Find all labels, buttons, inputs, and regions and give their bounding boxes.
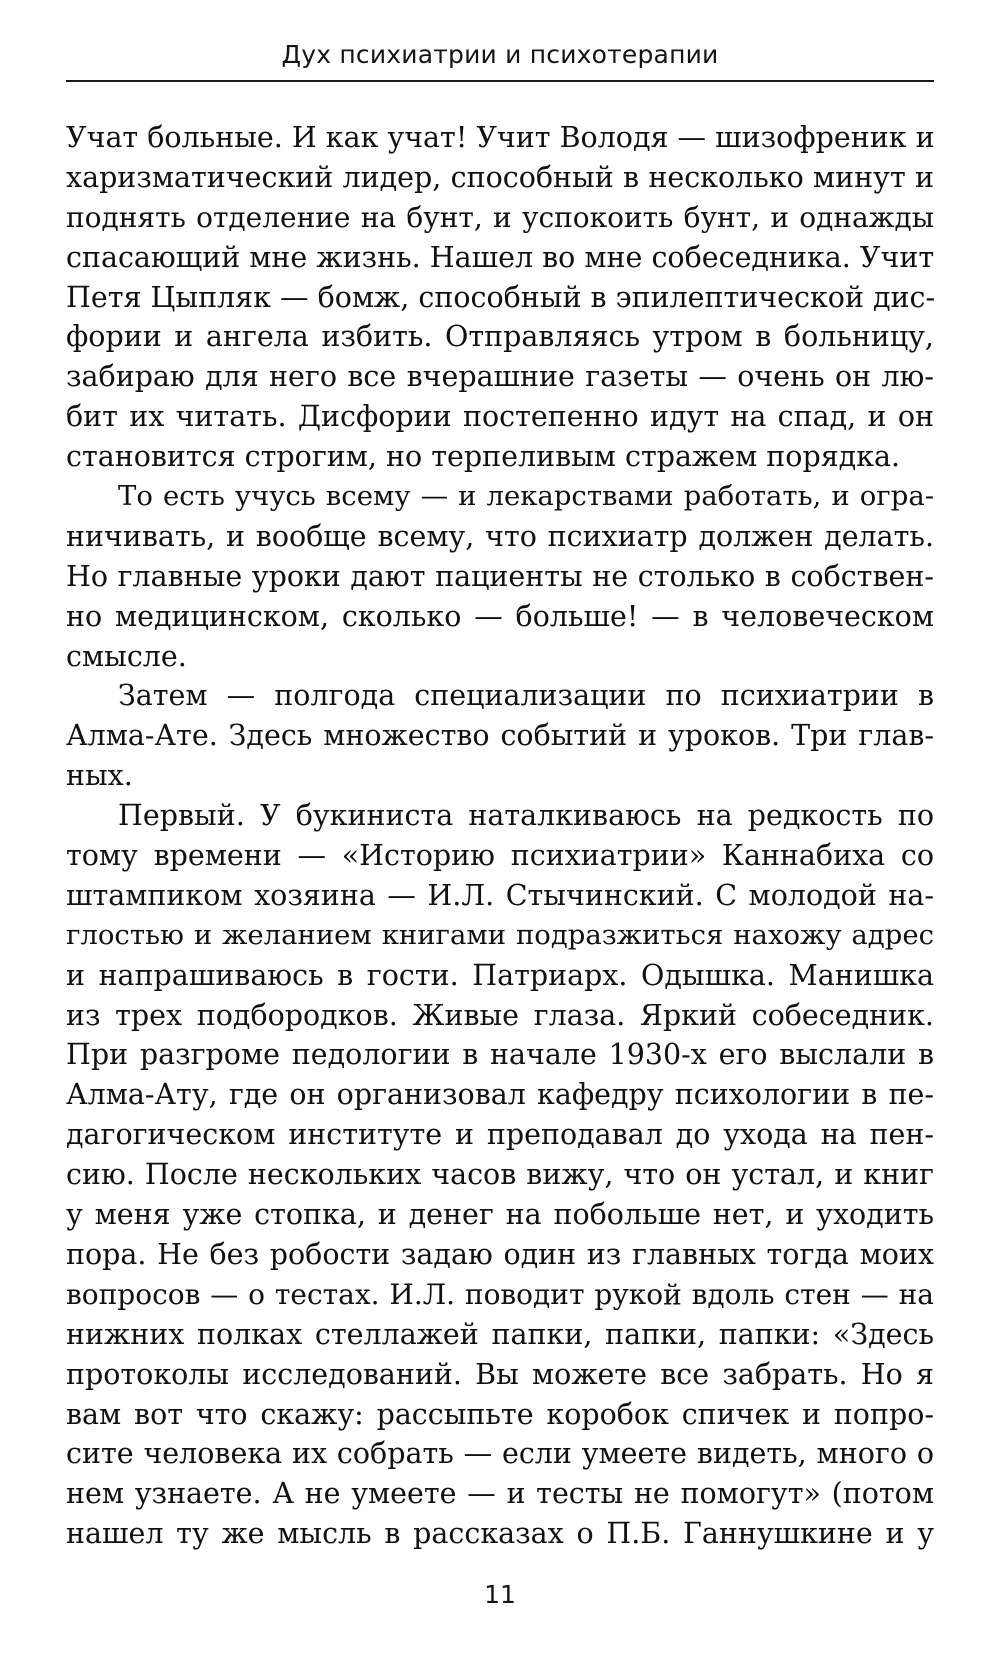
- text-line: но медицинском, сколько — больше! — в человеческом: [66, 599, 934, 633]
- text-line: нашел ту же мысль в рассказах о П.Б. Ганнушкине и у: [66, 1517, 934, 1551]
- text-line: становится строгим, но терпеливым стражем порядка.: [66, 440, 901, 474]
- text-line: смысле.: [66, 639, 187, 673]
- text-line: протоколы исследований. Вы можете все забрать. Но я: [66, 1357, 934, 1391]
- text-line: Но главные уроки дают пациенты не столько в собствен-: [66, 559, 934, 593]
- text-line: нем узнаете. А не умеете — и тесты не помогут» (потом: [66, 1477, 934, 1511]
- text-line: поднять отделение на бунт, и успокоить бунт, и однажды: [66, 200, 934, 234]
- header-rule: [66, 80, 934, 82]
- text-line: сию. После нескольких часов вижу, что он устал, и книг: [66, 1158, 934, 1192]
- body-text: [66, 118, 934, 1554]
- text-line: дагогическом институте и преподавал до ухода на пен-: [66, 1118, 934, 1152]
- text-line: глостью и желанием книгами подразжиться нахожу адрес: [66, 918, 934, 951]
- text-line: При разгроме педологии в начале 1930-х его выслали в: [66, 1038, 934, 1072]
- text-line: тому времени — «Историю психиатрии» Каннабиха со: [66, 839, 934, 873]
- text-line: штампиком хозяина — И.Л. Стычинский. С молодой на-: [66, 878, 934, 912]
- text-line: Петя Цыпляк — бомж, способный в эпилептической дис-: [66, 280, 936, 314]
- text-line: бит их читать. Дисфории постепенно идут на спад, и он: [66, 400, 934, 434]
- text-line: Алма-Ату, где он организовал кафедру психологии в пе-: [66, 1078, 934, 1112]
- text-line: забираю для него все вчерашние газеты — очень он лю-: [66, 360, 934, 394]
- text-line: Алма-Ате. Здесь множество событий и уроков. Три глав-: [66, 719, 934, 753]
- text-line: нижних полках стеллажей папки, папки, папки: «Здесь: [66, 1317, 934, 1351]
- text-line: Первый. У букиниста наталкиваюсь на редкость по: [118, 799, 934, 833]
- text-line: вопросов — о тестах. И.Л. поводит рукой вдоль стен — на: [66, 1277, 934, 1311]
- text-line: у меня уже стопка, и денег на побольше нет, и уходить: [66, 1198, 934, 1232]
- text-line: ных.: [66, 759, 133, 793]
- text-line: Учат больные. И как учат! Учит Володя — шизофреник и: [66, 121, 935, 154]
- text-line: То есть учусь всему — и лекарствами работать, и огра-: [118, 480, 934, 513]
- text-line: из трех подбородков. Живые глаза. Яркий собеседник.: [66, 998, 934, 1032]
- text-line: вам вот что скажу: рассыпьте коробок спичек и попро-: [66, 1397, 934, 1431]
- text-line: фории и ангела избить. Отправляясь утром в больницу,: [66, 320, 934, 354]
- text-line: спасающий мне жизнь. Нашел во мне собеседника. Учит: [66, 240, 935, 274]
- text-line: пора. Не без робости задаю один из главных тогда моих: [66, 1237, 934, 1271]
- text-line: Затем — полгода специализации по психиатрии в: [118, 679, 934, 713]
- page-number: 11: [484, 1580, 516, 1609]
- text-line: харизматический лидер, способный в несколько минут и: [66, 160, 934, 194]
- running-header: Дух психиатрии и психотерапии: [281, 40, 719, 69]
- text-line: ничивать, и вообще всему, что психиатр должен делать.: [66, 519, 934, 553]
- text-line: и напрашиваюсь в гости. Патриарх. Одышка. Манишка: [66, 958, 934, 992]
- text-line: сите человека их собрать — если умеете видеть, много о: [66, 1437, 934, 1471]
